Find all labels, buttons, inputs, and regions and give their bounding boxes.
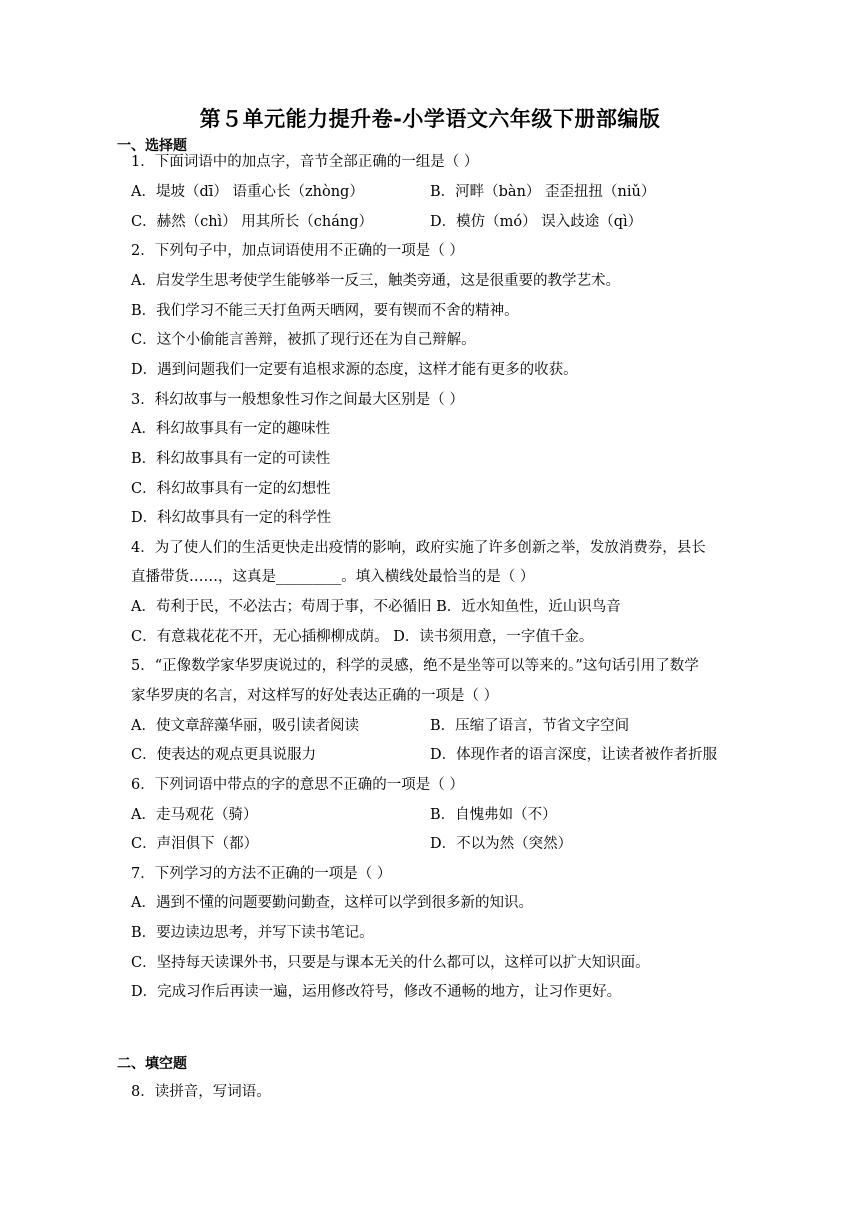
- question-3-option-b: B．科幻故事具有一定的可读性: [131, 451, 331, 467]
- question-2-option-c: C．这个小偷能言善辩，被抓了现行还在为自己辩解。: [131, 332, 476, 348]
- question-6-option-d: D．不以为然（突然）: [430, 836, 573, 852]
- question-3-option-d: D．科幻故事具有一定的科学性: [131, 510, 332, 526]
- question-2-option-b: B．我们学习不能三天打鱼两天晒网，要有锲而不舍的精神。: [131, 303, 519, 319]
- question-6-option-a: A．走马观花（骑）: [131, 807, 258, 823]
- question-6-option-b: B．自愧弗如（不）: [430, 807, 557, 823]
- question-5-stem-line-1: 5．“正像数学家华罗庚说过的，科学的灵感，绝不是坐等可以等来的。”这句话引用了数学: [131, 658, 699, 674]
- question-3-stem: 3．科幻故事与一般想象性习作之间最大区别是（ ）: [131, 392, 464, 408]
- question-7-option-b: B．要边读边思考，并写下读书笔记。: [131, 925, 374, 941]
- question-7-option-c: C．坚持每天读课外书，只要是与课本无关的什么都可以，这样可以扩大知识面。: [131, 955, 650, 971]
- question-1-stem: 1．下面词语中的加点字，音节全部正确的一组是（ ）: [131, 154, 479, 170]
- page-title: 第５单元能力提升卷-小学语文六年级下册部编版: [199, 107, 661, 131]
- question-1-option-a: A．堤坡（dī） 语重心长（zhòng）: [131, 184, 364, 200]
- question-3-option-a: A．科幻故事具有一定的趣味性: [131, 421, 330, 437]
- question-4-options-ab: A．苟利于民，不必法古；苟周于事，不必循旧 B．近水知鱼性，近山识鸟音: [131, 599, 621, 615]
- question-7-option-d: D．完成习作后再读一遍，运用修改符号，修改不通畅的地方，让习作更好。: [131, 984, 622, 1000]
- question-4-options-cd: C．有意栽花花不开，无心插柳柳成荫。 D．读书须用意，一字值千金。: [131, 629, 594, 645]
- question-5-stem-line-2: 家华罗庚的名言，对这样写的好处表达正确的一项是（ ）: [131, 688, 499, 704]
- section-heading-fill-blank: 二、填空题: [117, 1056, 187, 1072]
- question-8-stem: 8．读拼音，写词语。: [131, 1084, 271, 1100]
- question-7-option-a: A．遇到不懂的问题要勤问勤查，这样可以学到很多新的知识。: [131, 895, 533, 911]
- question-4-stem-line-1: 4．为了使人们的生活更快走出疫情的影响，政府实施了许多创新之举，发放消费券，县长: [131, 540, 706, 556]
- question-2-option-d: D．遇到问题我们一定要有追根求源的态度，这样才能有更多的收获。: [131, 362, 578, 378]
- question-6-stem: 6．下列词语中带点的字的意思不正确的一项是（ ）: [131, 777, 464, 793]
- question-1-option-b: B．河畔（bàn） 歪歪扭扭（niǔ）: [430, 184, 656, 200]
- section-heading-choice: 一、选择题: [117, 138, 187, 154]
- question-5-option-d: D．体现作者的语言深度，让读者被作者折服: [430, 747, 718, 763]
- question-1-option-d: D．模仿（mó） 误入歧途（qì）: [430, 214, 643, 230]
- question-2-stem: 2．下列句子中，加点词语使用不正确的一项是（ ）: [131, 243, 464, 259]
- question-5-option-c: C．使表达的观点更具说服力: [131, 747, 317, 763]
- question-3-option-c: C．科幻故事具有一定的幻想性: [131, 481, 331, 497]
- question-5-option-b: B．压缩了语言，节省文字空间: [430, 718, 630, 734]
- question-5-option-a: A．使文章辞藻华丽，吸引读者阅读: [131, 718, 359, 734]
- question-4-stem-line-2: 直播带货……，这真是_________。填入横线处最恰当的是（ ）: [131, 569, 535, 585]
- question-1-option-c: C．赫然（chì） 用其所长（cháng）: [131, 214, 374, 230]
- question-2-option-a: A．启发学生思考使学生能够举一反三，触类旁通，这是很重要的教学艺术。: [131, 273, 620, 289]
- question-6-option-c: C．声泪俱下（都）: [131, 836, 259, 852]
- question-7-stem: 7．下列学习的方法不正确的一项是（ ）: [131, 866, 392, 882]
